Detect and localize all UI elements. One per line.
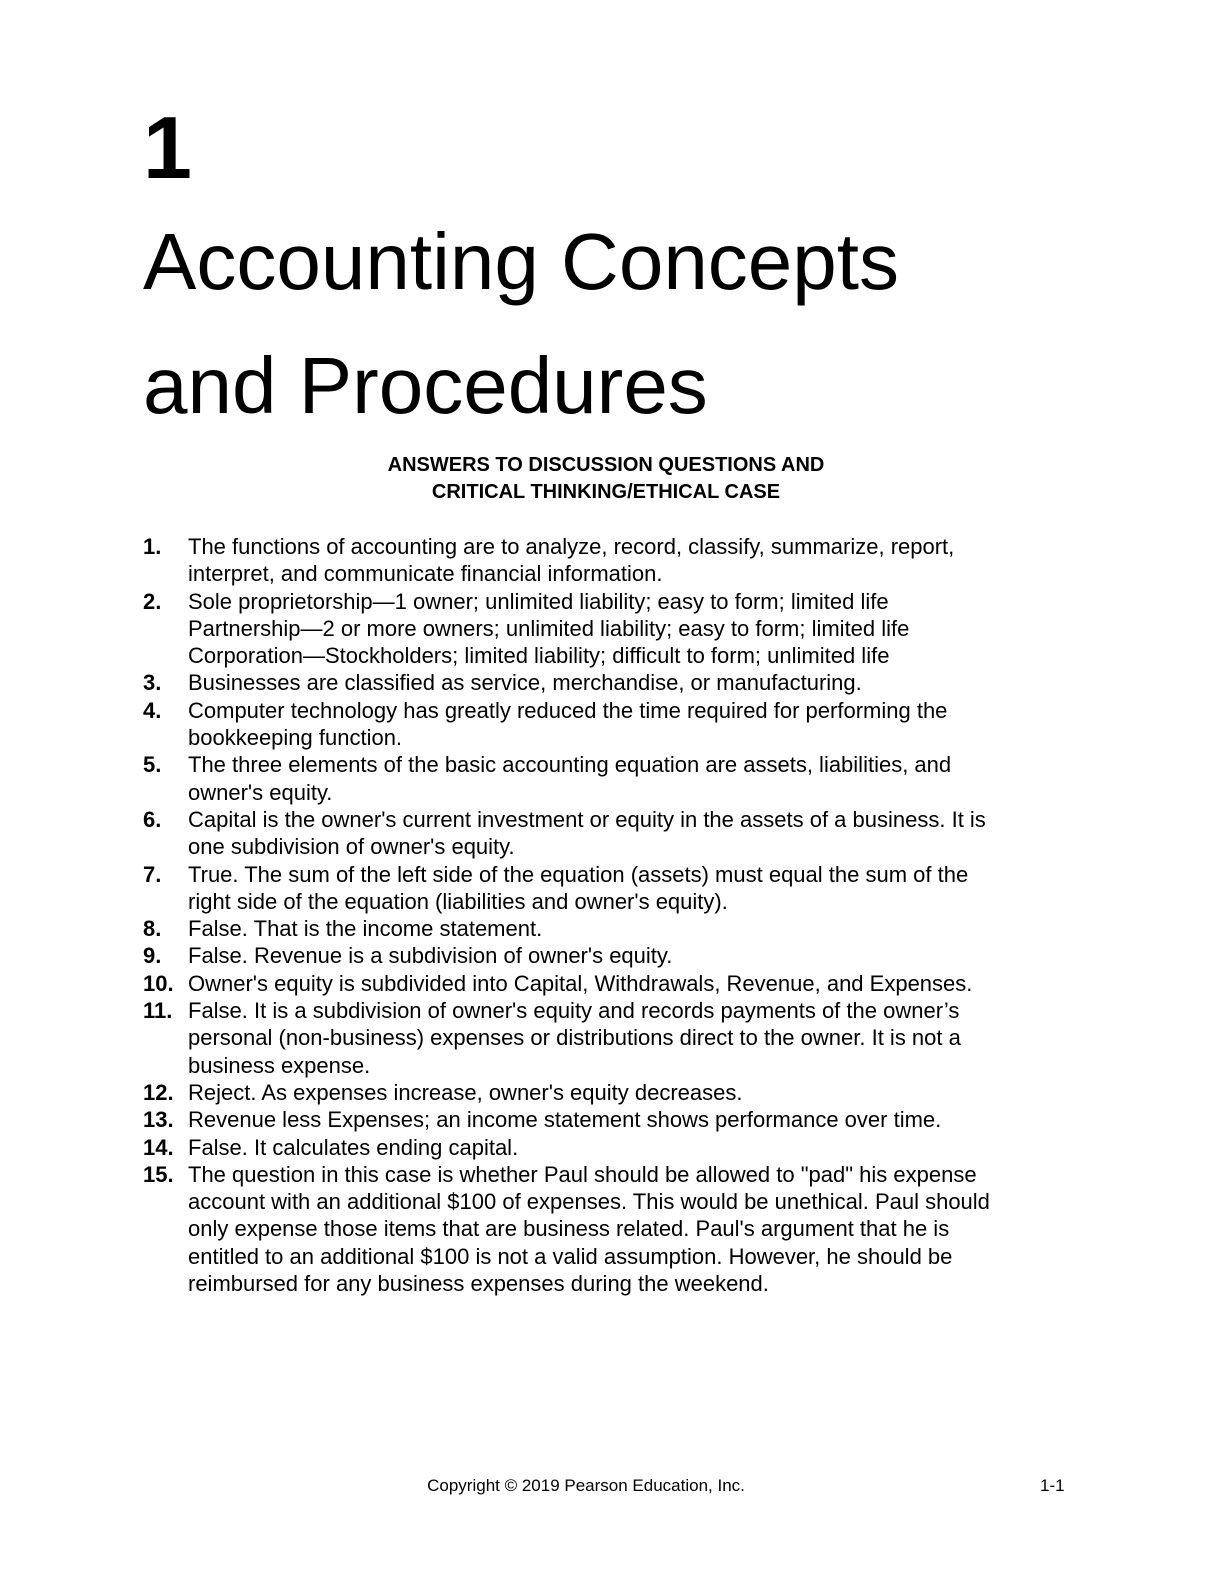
answer-number: 13.: [143, 1107, 174, 1133]
answer-text-line: interpret, and communicate financial information.: [188, 561, 663, 587]
answer-text-line: Corporation—Stockholders; limited liability; difficult to form; unlimited life: [188, 643, 890, 669]
answer-number: 11.: [143, 998, 173, 1024]
answer-text-line: entitled to an additional $100 is not a valid assumption. However, he should be: [188, 1243, 953, 1269]
answer-number: 7.: [143, 861, 162, 887]
answer-item: [143, 997, 1083, 1079]
section-heading-line-1: ANSWERS TO DISCUSSION QUESTIONS AND: [387, 454, 825, 476]
answer-text-line: right side of the equation (liabilities and owner's equity).: [188, 888, 728, 914]
answer-text-line: Revenue less Expenses; an income statement shows performance over time.: [188, 1107, 942, 1133]
answer-text: [188, 915, 1083, 942]
answer-text-line: The question in this case is whether Paul should be allowed to "pad" his expense: [188, 1161, 977, 1187]
answer-item: [143, 915, 1083, 942]
answer-item: [143, 942, 1083, 969]
answer-text: [188, 806, 1083, 861]
answer-number: 8.: [143, 916, 162, 942]
answer-item: [143, 533, 1083, 588]
answer-text: [188, 970, 1083, 997]
answer-text-line: False. It calculates ending capital.: [188, 1134, 519, 1160]
chapter-title: [143, 200, 1143, 448]
answer-text-line: Capital is the owner's current investment or equity in the assets of a business. It is: [188, 806, 986, 832]
answer-item: [143, 588, 1083, 670]
answer-item: [143, 669, 1083, 696]
answer-text: [188, 861, 1083, 916]
answer-text-line: personal (non-business) expenses or distributions direct to the owner. It is not a: [188, 1025, 961, 1051]
answer-number: 3.: [143, 670, 162, 696]
answer-number: 15.: [143, 1161, 174, 1187]
answer-text-line: True. The sum of the left side of the equation (assets) must equal the sum of the: [188, 861, 969, 887]
answer-item: [143, 751, 1083, 806]
answer-text-line: False. It is a subdivision of owner's equity and records payments of the owner’s: [188, 998, 960, 1024]
answer-text-line: owner's equity.: [188, 779, 333, 805]
answer-text: [188, 697, 1083, 752]
answer-item: [143, 806, 1083, 861]
answer-item: [143, 861, 1083, 916]
answer-text-line: one subdivision of owner's equity.: [188, 834, 515, 860]
answer-item: [143, 697, 1083, 752]
answer-text-line: Sole proprietorship—1 owner; unlimited liability; easy to form; limited life: [188, 588, 889, 614]
answer-number: 1.: [143, 534, 162, 559]
answer-number: 2.: [143, 588, 162, 614]
answer-number: 12.: [143, 1079, 174, 1105]
answers-list: [143, 533, 1083, 1297]
answer-text: [188, 1106, 1083, 1133]
answer-text-line: False. That is the income statement.: [188, 916, 543, 942]
answer-text: [188, 1134, 1083, 1161]
answer-text: [188, 669, 1083, 696]
answer-text-line: Businesses are classified as service, merchandise, or manufacturing.: [188, 670, 862, 696]
answer-text-line: Owner's equity is subdivided into Capital, Withdrawals, Revenue, and Expenses.: [188, 970, 973, 996]
answer-text-line: Partnership—2 or more owners; unlimited liability; easy to form; limited life: [188, 615, 910, 641]
page-number: 1-1: [1040, 1476, 1065, 1495]
chapter-title-line-1: Accounting Concepts: [143, 217, 900, 306]
answer-number: 14.: [143, 1134, 174, 1160]
answer-number: 9.: [143, 943, 162, 969]
answer-item: [143, 1134, 1083, 1161]
answer-text: [188, 588, 1083, 670]
answer-text-line: The three elements of the basic accounting equation are assets, liabilities, and: [188, 752, 952, 778]
answer-number: 5.: [143, 752, 162, 778]
answer-item: [143, 1079, 1083, 1106]
answer-item: [143, 1106, 1083, 1133]
answer-text-line: reimbursed for any business expenses during the weekend.: [188, 1271, 769, 1297]
answer-text: [188, 751, 1083, 806]
chapter-number: 1: [143, 98, 192, 197]
answer-text: [188, 533, 1083, 588]
answer-item: [143, 970, 1083, 997]
answer-item: [143, 1161, 1083, 1297]
answer-text-line: business expense.: [188, 1052, 371, 1078]
answer-text-line: Computer technology has greatly reduced the time required for performing the: [188, 697, 948, 723]
answer-text: [188, 997, 1083, 1079]
footer-copyright: Copyright © 2019 Pearson Education, Inc.: [427, 1476, 745, 1495]
answer-number: 6.: [143, 806, 162, 832]
answer-number: 4.: [143, 697, 162, 723]
answer-text: [188, 1161, 1083, 1297]
answer-text-line: The functions of accounting are to analyze, record, classify, summarize, report,: [188, 534, 955, 559]
section-heading: [0, 452, 1212, 506]
chapter-title-line-2: and Procedures: [143, 341, 708, 430]
answer-text-line: account with an additional $100 of expenses. This would be unethical. Paul should: [188, 1189, 990, 1215]
answer-text-line: Reject. As expenses increase, owner's equity decreases.: [188, 1079, 743, 1105]
answer-text-line: bookkeeping function.: [188, 725, 403, 751]
answer-text: [188, 1079, 1083, 1106]
answer-text-line: False. Revenue is a subdivision of owner's equity.: [188, 943, 673, 969]
section-heading-line-2: CRITICAL THINKING/ETHICAL CASE: [431, 481, 781, 503]
answer-text: [188, 942, 1083, 969]
answer-number: 10.: [143, 970, 174, 996]
answer-text-line: only expense those items that are business related. Paul's argument that he is: [188, 1216, 950, 1242]
